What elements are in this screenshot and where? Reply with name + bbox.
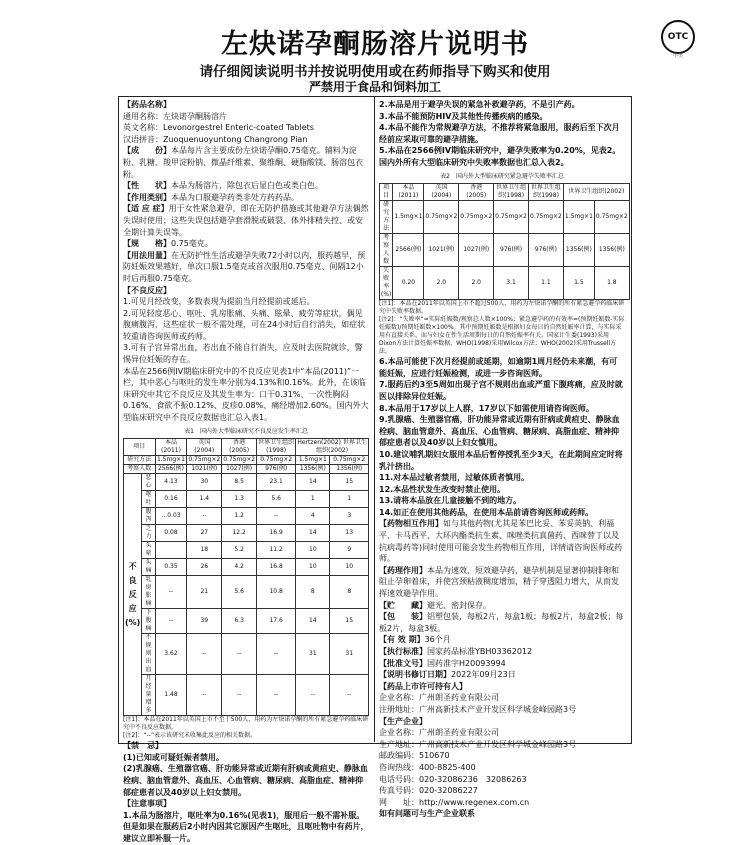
table-cell: 14: [296, 609, 330, 634]
table-cell: 17.6: [257, 609, 296, 634]
table-row: [124, 491, 369, 508]
adverse-side-label: [124, 474, 142, 716]
table-cell: 11.2: [257, 542, 296, 559]
table-header-cell: 香港(2005): [459, 184, 494, 201]
table-cell: 月经量增多: [142, 675, 155, 716]
table-cell: 2566(例): [155, 465, 187, 474]
usage-text: 在无防护性生活或避孕失败72小时以内，服药越早，预防妊娠效果越好，单次口服1.5毫克或首次服用0.75毫克、间隔12小时后再服0.75毫克。: [123, 250, 366, 283]
approval-text: 国药准字H20093994: [427, 658, 506, 668]
table-header-cell: 项目: [380, 184, 393, 201]
table-cell: 3.1: [494, 267, 529, 300]
table-cell: 1.4: [187, 491, 222, 508]
package-section: [379, 611, 625, 634]
otc-logo: OTC: [661, 20, 695, 54]
maker-line: 传真号码：020-32086227: [379, 786, 478, 796]
storage-heading: 【贮 藏】: [379, 600, 427, 610]
table-row: [380, 234, 630, 267]
table-cell: --: [257, 634, 296, 675]
table1-caption: 表1 国内外大型临床研究不良反应发生率汇总: [184, 427, 308, 435]
pharmacology-section: [379, 565, 625, 600]
standard-text: 国家药品标准YBH03362012: [427, 647, 533, 656]
caution-item: 7.服药后约3至5周如出现子宫不规则出血或严重下腹疼痛，应及时就医以排除异位妊娠。: [379, 380, 623, 401]
table-cell: 1027(例): [222, 465, 257, 474]
generic-name: 通用名称：左炔诺孕酮肠溶片: [123, 111, 227, 121]
validity-section: [379, 634, 625, 646]
table-cell: --: [222, 634, 257, 675]
table-header-cell: 世界卫生组织(1998): [529, 184, 564, 201]
table-row: [124, 634, 369, 675]
instruction-subtitle: 请仔细阅读说明书并按说明使用或在药师指导下购买和使用: [199, 64, 551, 80]
spec-section: [123, 238, 369, 250]
storage-section: [379, 600, 625, 612]
table-cell: 10: [296, 559, 330, 576]
table-header-cell: 本品(2011): [155, 439, 187, 456]
table-cell: 0.20: [393, 267, 424, 300]
table-row: [124, 542, 369, 559]
spec-heading: 【规 格】: [123, 239, 171, 249]
maker-line: 企业名称：广州朗圣药业有限公司: [379, 728, 499, 738]
table-cell: 8: [330, 576, 369, 609]
table-cell: 1: [296, 491, 330, 508]
validity-text: 36个月: [424, 635, 451, 645]
table-cell: --: [257, 508, 296, 525]
table-cell: 10: [330, 559, 369, 576]
table-row: [380, 267, 630, 300]
table-cell: 31: [296, 634, 330, 675]
caution-item: 11.对本品过敏者禁用，过敏体质者慎用。: [379, 473, 530, 483]
interaction-heading: 【药物相互作用】: [379, 519, 443, 529]
table-cell: --: [187, 508, 222, 525]
table-cell: 15: [330, 474, 369, 491]
table-cell: 0.75mg×2: [257, 456, 296, 465]
table-cell: 26: [187, 559, 222, 576]
side-label-char: (%): [125, 617, 141, 627]
table-cell: 5.6: [222, 576, 257, 609]
table-cell: 0.75mg×2: [223, 456, 256, 464]
table-cell: 呕吐: [142, 491, 155, 508]
approval-section: [379, 658, 625, 670]
spec-text: 0.75毫克。: [171, 239, 213, 249]
table-cell: …0.03: [155, 508, 187, 525]
table-header-cell: 香港(2005): [222, 439, 257, 456]
right-column: [379, 99, 628, 819]
ingredient-heading: 【成 份】: [123, 146, 171, 156]
table-row: [124, 525, 369, 542]
table-cell: 失败率(%): [381, 267, 392, 299]
caution-item: 13.请将本品放在儿童接触不到的地方。: [379, 496, 522, 506]
contraindication-heading: 【禁 忌】: [123, 741, 163, 751]
table-cell: 976(例): [494, 234, 529, 267]
category-section: [123, 192, 369, 204]
table-note: [注2]：“失败率”=实际妊娠数/观察总人数×100%；紧急避孕药的有效率=(预期妊娠数-实际妊娠数)/预期妊娠数×100%。其中预期妊娠数是根据妇女每日的自然妊娠率计算，与实际采用有直接关系，而与妇女在性生活周期每日的自然妊娠率有关。国家计生委(1993)采用Dixon方法计算妊娠率数据，WHO(1998)采用Wilcox方法；WHO(2002)采用Trussell方法。: [379, 316, 625, 356]
indication-heading: 【适 应 症】: [123, 204, 169, 214]
warning-subtitle: 严禁用于食品和饲料加工: [308, 80, 441, 94]
table-cell: 1.1: [529, 267, 564, 300]
caution-item: 12.本品性状发生改变时禁止使用。: [379, 484, 506, 494]
table-cell: 考察人数: [124, 465, 156, 474]
caution-item: 5.本品在2566例IV期临床研究中，避孕失败率为0.20%，见表2。国内外所有大型临床研究中失败率数据也汇总入表2。: [379, 146, 621, 167]
table-cell: 1356(例): [296, 465, 330, 474]
table-cell: 976(例): [529, 234, 564, 267]
table-cell: 16.9: [257, 525, 296, 542]
table-header-cell: 本品(2011): [393, 184, 424, 201]
table-cell: 1021(例): [187, 465, 222, 474]
package-heading: 【包 装】: [379, 612, 427, 622]
contact-footer: 如有问题可与生产企业联系: [379, 809, 475, 819]
table-cell: 1356(例): [330, 465, 369, 474]
table-cell: 1.5: [563, 267, 594, 300]
pinyin-name: 汉语拼音：Zuoquenuoyuntong Changrong Pian: [123, 134, 308, 144]
side-label-char: 反: [128, 589, 137, 599]
table-cell: 14: [296, 525, 330, 542]
table-cell: 1.5mg×1: [156, 456, 185, 464]
table-cell: 6.3: [222, 609, 257, 634]
table-cell: 研究方法: [124, 456, 156, 465]
left-column: [123, 99, 369, 843]
package-text: 铝塑包装，每板2片，每盒1板；每板2片，每盒2板；每板2片，每盒3板。: [379, 612, 624, 633]
table-cell: --: [222, 675, 257, 716]
maker-line: 生产地址：广州高新技术产业开发区科学城金峰园路3号: [379, 739, 577, 749]
table-cell: --: [330, 675, 369, 716]
table-cell: 0.75mg×2: [188, 456, 221, 464]
table-cell: 1.3: [222, 491, 257, 508]
table-cell: 考察人数: [380, 234, 393, 267]
table-cell: 0.75mg×2: [494, 201, 529, 234]
adverse-reaction-table: [123, 438, 369, 716]
otc-category: 甲类: [672, 53, 683, 59]
website-line[interactable]: 网 址：http://www.regenex.com.cn: [379, 797, 530, 807]
caution-item: 2.本品是用于避孕失误的紧急补救避孕药，不是引产药。: [379, 100, 580, 109]
caution-item: 3.本品不能预防HIV及其他性传播疾病的感染。: [379, 111, 548, 121]
revision-text: 2022年09月23日: [451, 670, 516, 680]
table-cell: 1356(例): [594, 234, 629, 267]
adverse-item: 3.可有子宫异常出血，若出血不能自行消失，应及时去医院就诊，警惕异位妊娠的存在。: [123, 343, 363, 365]
table-cell: 31: [330, 634, 369, 675]
table-cell: 1: [330, 491, 369, 508]
table-cell: --: [257, 675, 296, 716]
caution-heading: 【注意事项】: [123, 799, 171, 809]
indication-text: 用于女性紧急避孕，即在无防护措施或其他避孕方法偶然失误时使用；这些失误包括避孕套滑脱或破裂、体外排精失控、或安全期计算失误等。: [123, 204, 369, 237]
adverse-item: 2.可见轻度恶心、呕吐、乳房胀痛、头痛、眩晕、疲劳等症状，偶见腹痛腹泻，这些症状一般不需处理，可在24小时后自行消失，如症状较重请咨询医师或药师。: [123, 308, 366, 341]
table-cell: 0.08: [155, 525, 187, 542]
table-cell: 下腹痛: [142, 609, 155, 634]
table-header-row: [124, 439, 369, 456]
table-cell: 1.8: [594, 267, 629, 300]
ingredient-section: [123, 145, 369, 180]
table-note: [注1]：本品在2011年以英国上市不超过500人，用药为左炔诺孕酮的所有紧急避孕药临床研究中失败率数据。: [379, 300, 625, 316]
table-cell: 2566(例): [393, 234, 424, 267]
table-header-cell: 世界卫生组织(1998): [258, 439, 295, 455]
table-cell: --: [155, 609, 187, 634]
table-cell: 头晕: [142, 542, 155, 559]
caution-item: 4.本品不能作为常规避孕方法，不推荐将紧急服用，服药后至下次月经前应采取可靠的避孕措施。: [379, 123, 620, 144]
revision-heading: 【说明书修订日期】: [379, 670, 451, 680]
side-label-char: 应: [128, 603, 137, 613]
table-cell: 0.75mg×2: [594, 201, 629, 234]
table-cell: 研究方法: [380, 201, 393, 234]
table-cell: 10: [296, 542, 330, 559]
table-cell: 976(例): [257, 465, 296, 474]
category-heading: 【作用类别】: [123, 192, 171, 202]
caution-item: 1.本品为肠溶片，呕吐率为0.16%(见表1)，服用后一般不需补服。但是如果在服药后2小时内因其它原因产生呕吐，且呕吐物中有药片，建议立即补服一片。: [123, 810, 369, 843]
table-cell: 1.48: [155, 675, 187, 716]
table-cell: 乏力: [142, 525, 155, 542]
table-header-row: [380, 184, 630, 201]
table-cell: 1356(例): [563, 234, 594, 267]
table-row: [124, 465, 369, 474]
table-cell: --: [187, 675, 222, 716]
standard-heading: 【执行标准】: [379, 647, 427, 656]
table-cell: 0.35: [155, 559, 187, 576]
column-divider: [374, 96, 375, 742]
table-cell: 1021(例): [424, 234, 459, 267]
indication-section: [123, 203, 369, 238]
pharmacology-text: 本品为速效、短效避孕药，避孕机制是显著抑制排卵和阻止孕卵着床，并使宫颈粘液稠度增加，精子穿透阻力增大，从而发挥速效避孕作用。: [379, 565, 619, 599]
table-cell: 5.2: [222, 542, 257, 559]
table-cell: 4.13: [155, 474, 187, 491]
adverse-heading: 【不良反应】: [123, 285, 171, 295]
caution-item: 14.如正在使用其他药品，在使用本品前请咨询医师或药师。: [379, 507, 594, 517]
category-text: 本品为口服避孕药类非处方药药品。: [171, 192, 299, 202]
table-cell: 4.2: [222, 559, 257, 576]
table-cell: 30: [187, 474, 222, 491]
table-cell: 4: [296, 508, 330, 525]
caution-item: 9.乳腺癌、生殖器官癌，肝功能异常或近期有肝病或黄疸史、静脉血栓病、脑血管意外、高血压、心血管病、糖尿病、高脂血症、精神抑郁症患者以及40岁以上妇女慎用。: [379, 415, 620, 448]
table-cell: 16.8: [257, 559, 296, 576]
revision-section: [379, 669, 625, 681]
table-cell: 1.5mg×1: [296, 456, 330, 465]
table-cell: 1.2: [222, 508, 257, 525]
table-cell: 27: [187, 525, 222, 542]
table-row: [124, 474, 369, 491]
table-cell: --: [155, 576, 187, 609]
table-cell: 乳房胀痛: [142, 576, 155, 609]
table-cell: 腹泻: [142, 508, 155, 525]
table-cell: 头痛: [142, 559, 155, 576]
standard-section: [379, 646, 625, 658]
table-row: [124, 576, 369, 609]
table-cell: 39: [187, 609, 222, 634]
caution-item: 6.本品可能使下次月经提前或延期，如逾期1周月经仍未来潮，有可能妊娠，应进行妊娠检测，或进一步咨询医师。: [379, 357, 618, 378]
maker-heading: 【生产企业】: [379, 716, 427, 726]
holder-heading: 【药品上市许可持有人】: [379, 681, 467, 691]
table-cell: 0.16: [155, 491, 187, 508]
table-cell: 1.5mg×1: [563, 201, 594, 234]
maker-line: 邮政编码：510670: [379, 751, 450, 761]
page-title: 左炔诺孕酮肠溶片说明书: [221, 29, 529, 60]
caution-item: 8.本品用于17岁以上人群，17岁以下如需使用请咨询医师。: [379, 403, 594, 413]
table-cell: 12.2: [222, 525, 257, 542]
table-cell: 15: [330, 609, 369, 634]
holder-line: 企业名称：广州朗圣药业有限公司: [379, 693, 499, 703]
validity-heading: 【有 效 期】: [379, 635, 425, 645]
table-cell: 8: [296, 576, 330, 609]
pharmacology-heading: 【药理作用】: [379, 565, 427, 575]
table-header-cell: 英国(2004): [187, 439, 222, 456]
contraindication-item: (2)乳腺癌、生殖器官癌、肝功能异常或近期有肝病或黄疸史、静脉血栓病、脑血管意外、高血压、心血管病、糖尿病、高脂血症、精神抑郁症患者以及40岁以上妇女禁用。: [123, 764, 368, 797]
table-header-cell: Hertzen(2002) 世界卫生组织(2002): [297, 439, 367, 455]
table-cell: 恶心: [142, 474, 155, 491]
table-header-cell: 英国(2004): [424, 184, 459, 201]
table-cell: 2.0: [424, 267, 459, 300]
table-cell: 9: [330, 542, 369, 559]
character-section: [123, 180, 369, 192]
character-heading: 【性 状】: [123, 181, 171, 191]
table-cell: 18: [187, 542, 222, 559]
table-cell: 1027(例): [459, 234, 494, 267]
table-row: [124, 675, 369, 716]
side-label-char: 良: [128, 575, 137, 585]
interaction-text: 如与其他药物(尤其是苯巴比妥、苯妥英钠、利福平、卡马西平、大环内酯类抗生素、咪唑类抗真菌药、西咪替丁以及抗病毒药等)同时使用可能会发生药物相互作用，详情请咨询医师或药师。: [379, 519, 623, 564]
adverse-item: 1.可见月经改变，多数表现为提前当月经提前或延后。: [123, 297, 315, 307]
table-cell: 23.1: [257, 474, 296, 491]
english-name: 英文名称：Levonorgestrel Enteric-coated Tablets: [123, 123, 314, 133]
table-row: [124, 508, 369, 525]
table-cell: 8.5: [222, 474, 257, 491]
drug-name-heading: 【药品名称】: [123, 100, 171, 109]
table-cell: 0.75mg×2: [529, 201, 564, 234]
side-label-char: 不: [128, 561, 137, 571]
usage-heading: 【用法用量】: [123, 250, 171, 260]
table-cell: 10.8: [257, 576, 296, 609]
table-cell: 1.5mg×1: [393, 201, 424, 234]
table-row: [380, 201, 630, 234]
usage-section: [123, 250, 369, 285]
table-cell: 2.0: [459, 267, 494, 300]
failure-rate-table: [379, 183, 630, 300]
table-cell: 13: [330, 525, 369, 542]
table-row: [124, 609, 369, 634]
table-cell: 3: [330, 508, 369, 525]
table-note: [注2]：“--”表示该研究未收集此反应的相关数据。: [123, 732, 257, 740]
storage-text: 避光、密封保存。: [427, 600, 491, 610]
table-note: [注1]：本品在2011年以英国上市不至于500人，用药为左炔诺孕酮的所有紧急避孕药临床研究中不良反应数据。: [123, 716, 369, 732]
holder-line: 注册地址：广州高新技术产业开发区科学城金峰园路3号: [379, 704, 577, 714]
caution-item: 10.建议哺乳期妇女服用本品后暂停授乳至少3天，在此期间应定时将乳汁挤出。: [379, 449, 623, 471]
table-cell: 0.75mg×2: [459, 201, 494, 234]
table-header-cell: 项目: [124, 439, 156, 456]
table-header-cell: 世界卫生组织(1998): [494, 184, 529, 201]
table-cell: 0.75mg×2: [330, 456, 369, 465]
table-cell: 21: [187, 576, 222, 609]
contraindication-item: (1)已知或可疑妊娠者禁用。: [123, 752, 224, 762]
table-cell: --: [187, 634, 222, 675]
maker-line: 电话号码：020-32086236 32086263: [379, 774, 527, 784]
table-row: [124, 559, 369, 576]
adverse-table-body: [124, 474, 369, 716]
table-cell: 5.6: [257, 491, 296, 508]
interaction-section: [379, 518, 625, 564]
adverse-study-text: 本品在2566例IV期临床研究中的不良反应见表1中“本品(2011)”一栏，其中恶心与呕吐的发生率分别为4.13%和0.16%。此外，在该临床研究中其它不良反应及其发生率为：口干0.31%、一次性胸闷0.16%、食欲不振0.12%、皮疹0.08%、痛经增加2.60%。国内外大型临床研究中不良反应数据也汇总入表1。: [123, 366, 369, 423]
table-cell: [155, 542, 187, 559]
table-row: [124, 456, 369, 465]
character-text: 本品为肠溶片，除包衣后显白色或类白色。: [171, 181, 323, 191]
table-cell: 0.75mg×2: [424, 201, 459, 234]
ingredient-text: 本品每片含主要成份左炔诺孕酮0.75毫克。辅料为淀粉、乳糖、羧甲淀粉钠、微晶纤维素、聚维酮、硬脂酸镁、肠溶包衣粉。: [123, 146, 363, 179]
approval-heading: 【批准文号】: [379, 658, 427, 668]
maker-line: 咨询热线：400-8825-400: [379, 762, 476, 772]
table-cell: --: [296, 675, 330, 716]
table-cell: 14: [296, 474, 330, 491]
table2-caption: 表2 国内外大型临床研究紧急避孕失败率汇总: [440, 172, 564, 180]
table-cell: 不规则出血: [142, 634, 155, 675]
table-cell: 3.62: [155, 634, 187, 675]
table-header-cell: 世界卫生组织(2002): [563, 184, 629, 201]
